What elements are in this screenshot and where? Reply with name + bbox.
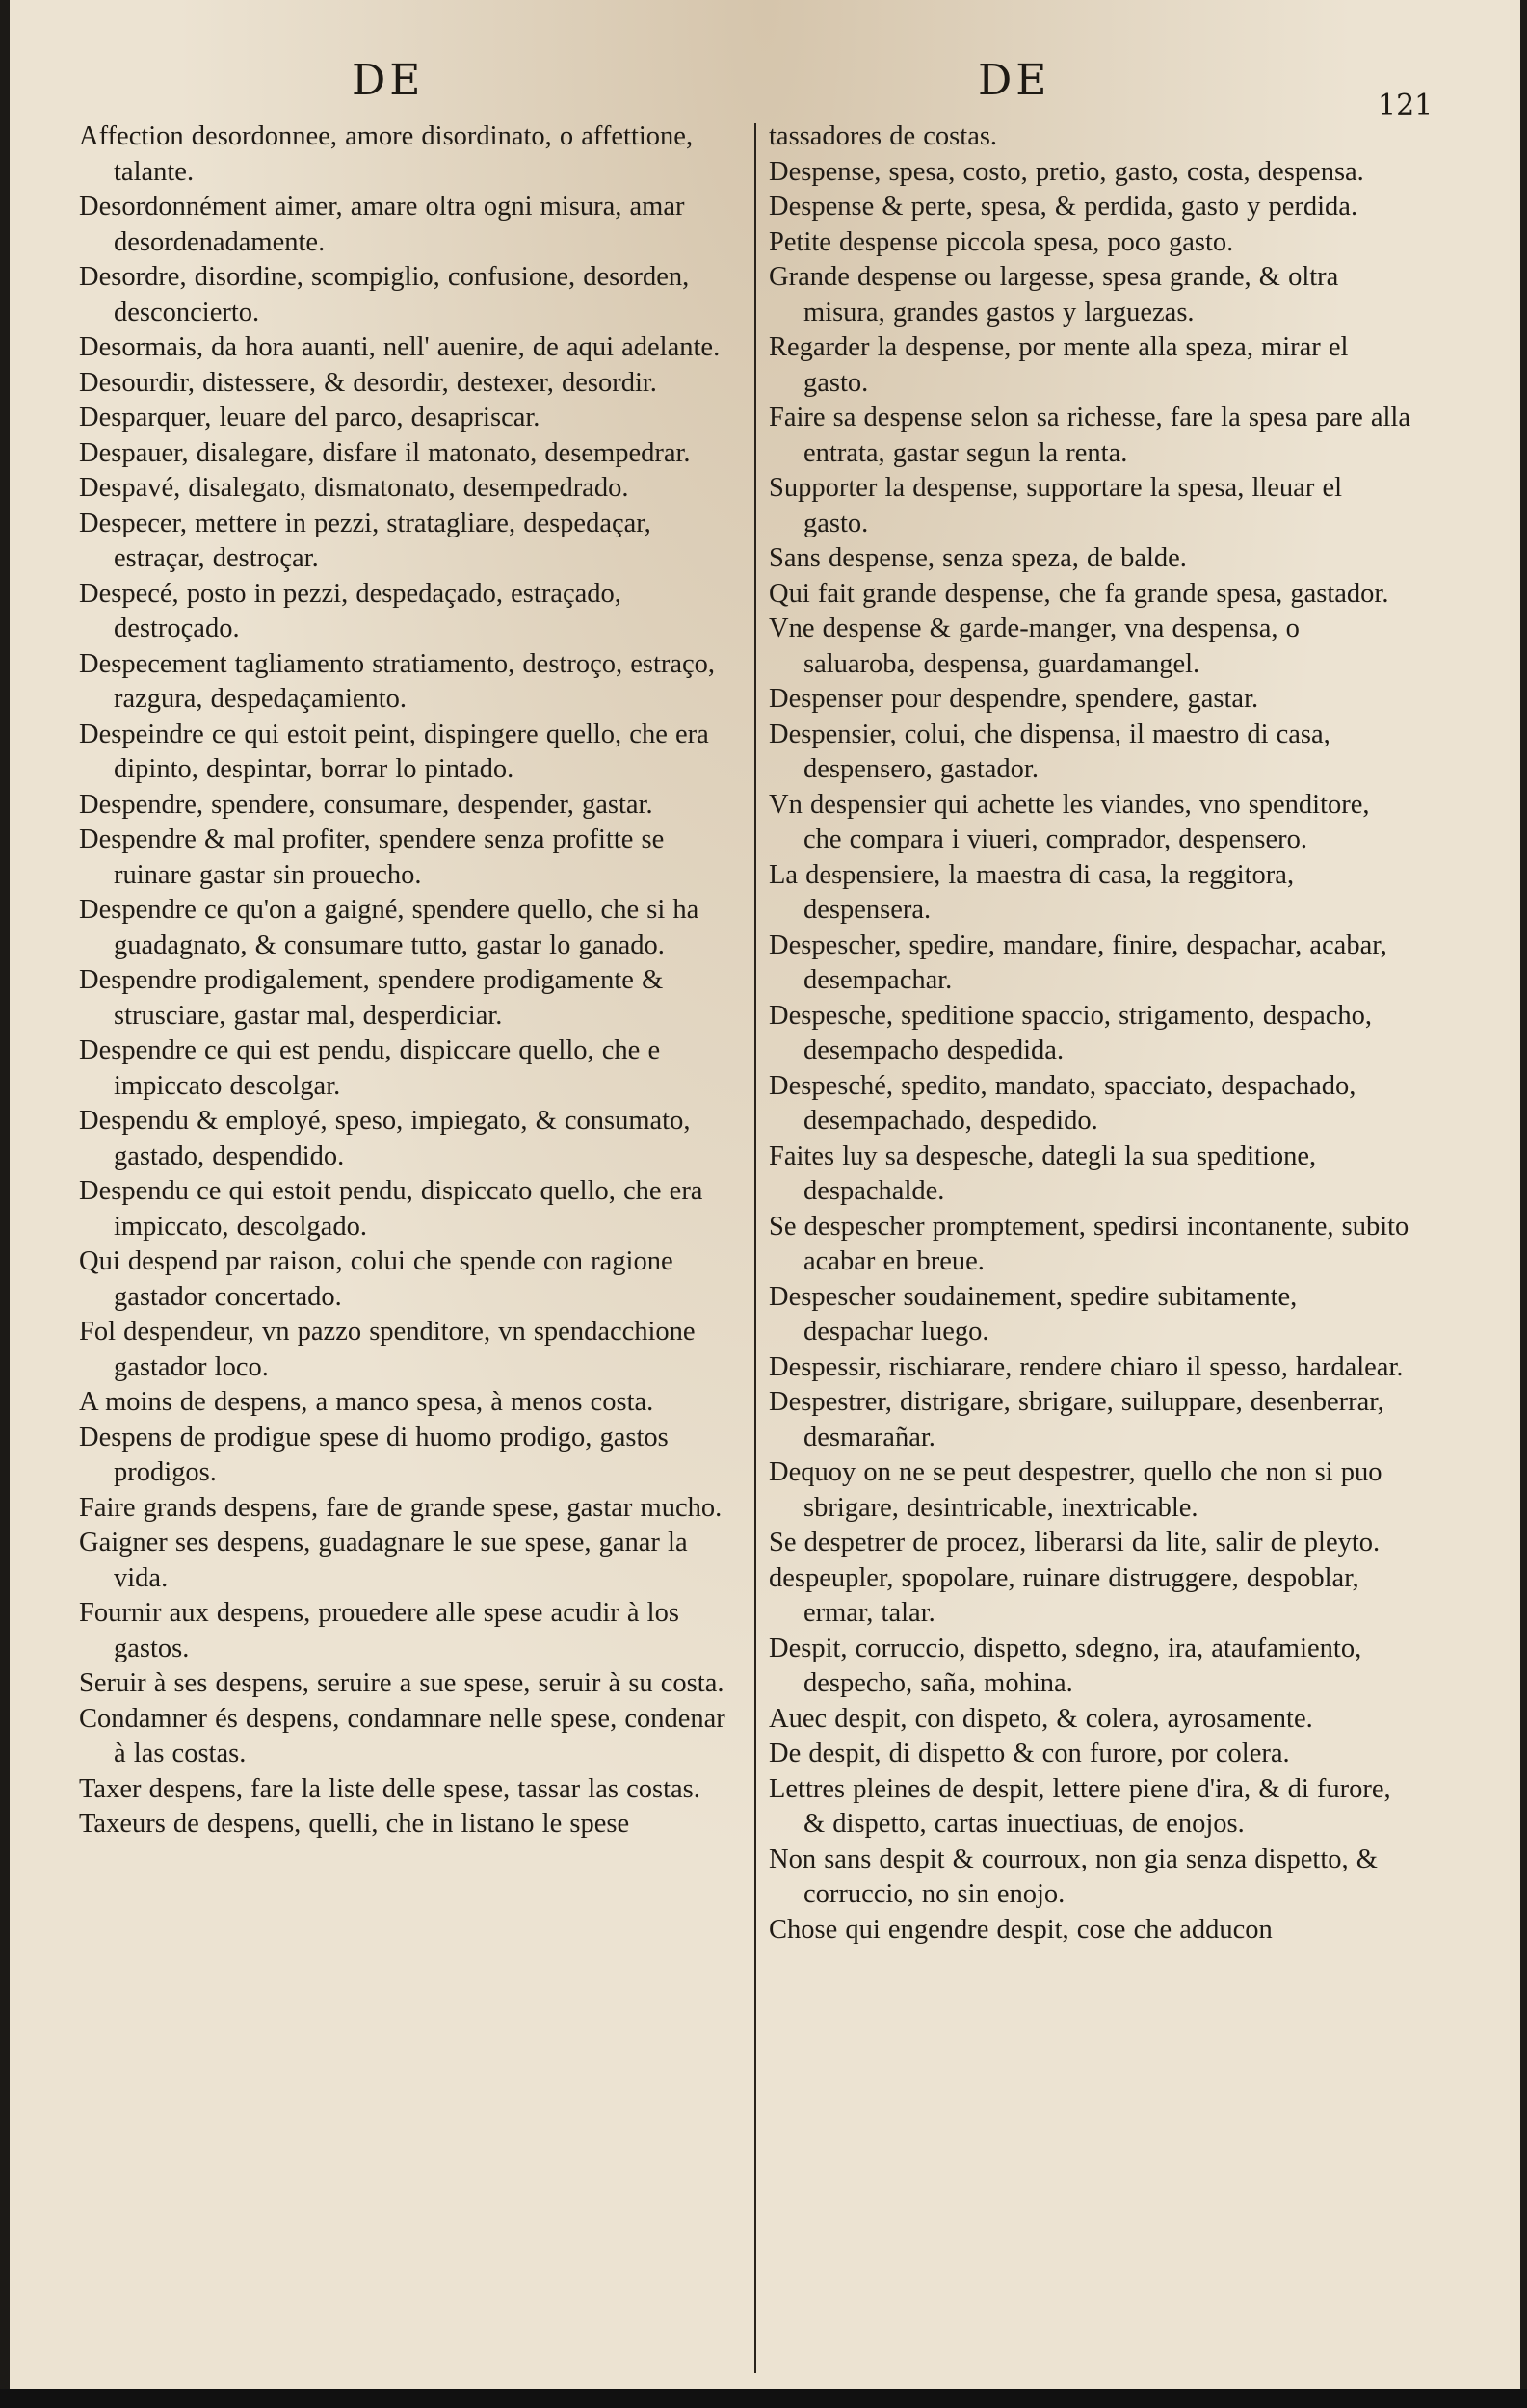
- dictionary-entry: Despesché, spedito, mandato, spacciato, despachado, desempachado, despedido.: [769, 1070, 1356, 1136]
- dictionary-entry: Despendre ce qu'on a gaigné, spendere quello, che si ha guadagnato, & consumare tutto, gastar lo ganado.: [79, 895, 699, 960]
- dictionary-entry: despeupler, spopolare, ruinare distruggere, despoblar, ermar, talar.: [769, 1562, 1359, 1628]
- dictionary-entry: Seruir à ses despens, seruire a sue spese, seruir à su costa.: [79, 1668, 724, 1698]
- dictionary-entry: Desordre, disordine, scompiglio, confusione, desorden, desconcierto.: [79, 262, 690, 327]
- dictionary-entry: Despescher, spedire, mandare, finire, despachar, acabar, desempachar.: [769, 929, 1387, 995]
- dictionary-entry: Desordonnément aimer, amare oltra ogni misura, amar desordenadamente.: [79, 192, 685, 257]
- dictionary-entry: Auec despit, con dispeto, & colera, ayrosamente.: [769, 1703, 1313, 1734]
- dictionary-entry: Faites luy sa despesche, dategli la sua speditione, despachalde.: [769, 1140, 1317, 1206]
- dictionary-entry: Dequoy on ne se peut despestrer, quello che non si puo sbrigare, desintricable, inextricable.: [769, 1457, 1382, 1523]
- right-column: [769, 119, 1412, 1948]
- dictionary-entry: Despendre prodigalement, spendere prodigamente & strusciare, gastar mal, desperdiciar.: [79, 965, 664, 1031]
- dictionary-entry: Desourdir, distessere, & desordir, destexer, desordir.: [79, 367, 657, 398]
- dictionary-entry: Despendre & mal profiter, spendere senza profitte se ruinare gastar sin prouecho.: [79, 824, 665, 890]
- dictionary-entry: Qui despend par raison, colui che spende con ragione gastador concertado.: [79, 1246, 673, 1312]
- running-head-left: DE: [352, 56, 425, 105]
- scan-edge: [0, 2389, 1527, 2408]
- dictionary-entry: Lettres pleines de despit, lettere piene d'ira, & di furore, & dispetto, cartas inuectiuas, de enojos.: [769, 1773, 1391, 1839]
- dictionary-entry: Despescher soudainement, spedire subitamente, despachar luego.: [769, 1281, 1298, 1347]
- dictionary-page: [10, 0, 1520, 2389]
- dictionary-entry: Despendu ce qui estoit pendu, dispiccato quello, che era impiccato, descolgado.: [79, 1176, 703, 1242]
- dictionary-entry: Vn despensier qui achette les viandes, vno spenditore, che compara i viueri, comprador, despensero.: [769, 789, 1370, 854]
- dictionary-entry: Taxeurs de despens, quelli, che in listano le spese: [79, 1809, 630, 1839]
- dictionary-entry: Grande despense ou largesse, spesa grande, & oltra misura, grandes gastos y larguezas.: [769, 262, 1339, 327]
- dictionary-entry: Chose qui engendre despit, cose che adducon: [769, 1914, 1273, 1945]
- dictionary-entry: Regarder la despense, por mente alla speza, mirar el gasto.: [769, 332, 1349, 398]
- dictionary-entry: Despavé, disalegato, dismatonato, desempedrado.: [79, 473, 629, 503]
- dictionary-entry: Despestrer, distrigare, sbrigare, suiluppare, desenberrar, desmarañar.: [769, 1387, 1384, 1453]
- dictionary-entry: tassadores de costas.: [769, 121, 998, 151]
- dictionary-entry: Faire sa despense selon sa richesse, fare la spesa pare alla entrata, gastar segun la renta.: [769, 403, 1411, 468]
- dictionary-entry: Despecé, posto in pezzi, despedaçado, estraçado, destroçado.: [79, 578, 621, 643]
- dictionary-entry: De despit, di dispetto & con furore, por colera.: [769, 1739, 1290, 1768]
- dictionary-entry: Despauer, disalegare, disfare il matonato, desempedrar.: [79, 437, 691, 468]
- dictionary-entry: Fournir aux despens, prouedere alle spese acudir à los gastos.: [79, 1598, 679, 1663]
- dictionary-entry: Non sans despit & courroux, non gia senza dispetto, & corruccio, no sin enojo.: [769, 1844, 1378, 1909]
- dictionary-entry: Taxer despens, fare la liste delle spese, tassar las costas.: [79, 1773, 700, 1804]
- dictionary-entry: Se despetrer de procez, liberarsi da lite, salir de pleyto.: [769, 1528, 1381, 1557]
- dictionary-entry: Supporter la despense, supportare la spesa, lleuar el gasto.: [769, 473, 1343, 538]
- dictionary-entry: Petite despense piccola spesa, poco gasto.: [769, 226, 1234, 257]
- column-divider: [754, 123, 756, 2373]
- dictionary-entry: Despense & perte, spesa, & perdida, gasto y perdida.: [769, 192, 1358, 222]
- page-number: 121: [1378, 89, 1434, 122]
- dictionary-entry: La despensiere, la maestra di casa, la reggitora, despensera.: [769, 859, 1295, 925]
- dictionary-entry: Condamner és despens, condamnare nelle spese, condenar à las costas.: [79, 1703, 725, 1768]
- dictionary-entry: Despense, spesa, costo, pretio, gasto, costa, despensa.: [769, 156, 1364, 187]
- dictionary-entry: Despessir, rischiarare, rendere chiaro il spesso, hardalear.: [769, 1351, 1404, 1382]
- dictionary-entry: Se despescher promptement, spedirsi incontanente, subito acabar en breue.: [769, 1211, 1409, 1276]
- dictionary-entry: Desormais, da hora auanti, nell' auenire, de aqui adelante.: [79, 332, 721, 362]
- dictionary-entry: Despensier, colui, che dispensa, il maestro di casa, despensero, gastador.: [769, 719, 1330, 784]
- left-column: [79, 119, 744, 1843]
- dictionary-entry: Affection desordonnee, amore disordinato, o affettione, talante.: [79, 121, 694, 187]
- dictionary-entry: Despens de prodigue spese di huomo prodigo, gastos prodigos.: [79, 1422, 669, 1487]
- running-head-right: DE: [978, 56, 1051, 105]
- dictionary-entry: Gaigner ses despens, guadagnare le sue spese, ganar la vida.: [79, 1528, 688, 1593]
- dictionary-entry: Despendu & employé, speso, impiegato, & consumato, gastado, despendido.: [79, 1106, 691, 1171]
- dictionary-entry: A moins de despens, a manco spesa, à menos costa.: [79, 1387, 654, 1417]
- dictionary-entry: Despendre, spendere, consumare, despender, gastar.: [79, 789, 653, 820]
- dictionary-entry: Despendre ce qui est pendu, dispiccare quello, che e impiccato descolgar.: [79, 1035, 661, 1101]
- dictionary-entry: Despesche, speditione spaccio, strigamento, despacho, desempacho despedida.: [769, 1000, 1373, 1065]
- dictionary-entry: Sans despense, senza speza, de balde.: [769, 543, 1187, 573]
- dictionary-entry: Qui fait grande despense, che fa grande spesa, gastador.: [769, 578, 1389, 609]
- dictionary-entry: Fol despendeur, vn pazzo spenditore, vn spendacchione gastador loco.: [79, 1317, 696, 1382]
- dictionary-entry: Vne despense & garde-manger, vna despensa, o saluaroba, despensa, guardamangel.: [769, 614, 1300, 679]
- dictionary-entry: Despeindre ce qui estoit peint, dispingere quello, che era dipinto, despintar, borrar lo pintado.: [79, 719, 709, 784]
- dictionary-entry: Desparquer, leuare del parco, desapriscar.: [79, 403, 540, 432]
- dictionary-entry: Faire grands despens, fare de grande spese, gastar mucho.: [79, 1492, 723, 1523]
- dictionary-entry: Despit, corruccio, dispetto, sdegno, ira, ataufamiento, despecho, saña, mohina.: [769, 1633, 1362, 1698]
- dictionary-entry: Despecer, mettere in pezzi, stratagliare, despedaçar, estraçar, destroçar.: [79, 508, 651, 573]
- dictionary-entry: Despecement tagliamento stratiamento, destroço, estraço, razgura, despedaçamiento.: [79, 648, 716, 714]
- dictionary-entry: Despenser pour despendre, spendere, gastar.: [769, 684, 1259, 714]
